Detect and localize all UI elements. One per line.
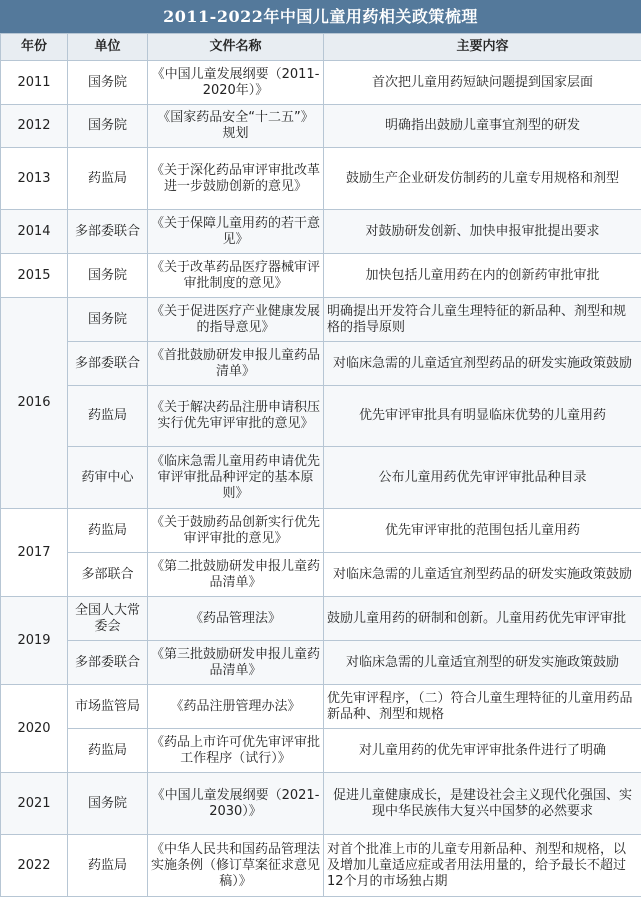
table-row (1, 61, 641, 105)
unit-cell: 多部联合 (68, 553, 148, 597)
document-cell: 《关于保障儿童用药的若干意见》 (148, 210, 324, 254)
content-cell: 对首个批准上市的儿童专用新品种、剂型和规格，以及增加儿童适应症或者用法用量的，给予最长不超过12个月的市场独占期 (324, 835, 641, 897)
unit-cell: 国务院 (68, 298, 148, 342)
document-cell: 《中国儿童发展纲要（2011-2020年）》 (148, 61, 324, 105)
year-cell: 2011 (1, 61, 68, 105)
table-row (1, 773, 641, 835)
unit-cell: 多部委联合 (68, 641, 148, 685)
year-cell: 2021 (1, 773, 68, 835)
unit-cell: 药监局 (68, 386, 148, 447)
year-cell: 2013 (1, 148, 68, 210)
document-cell: 《药品上市许可优先审评审批工作程序（试行）》 (148, 729, 324, 773)
header-content: 主要内容 (324, 34, 641, 61)
header-unit: 单位 (68, 34, 148, 61)
unit-cell: 药审中心 (68, 447, 148, 509)
header-document: 文件名称 (148, 34, 324, 61)
policy-table (0, 33, 641, 897)
table-row (1, 447, 641, 509)
document-cell: 《临床急需儿童用药申请优先审评审批品种评定的基本原则》 (148, 447, 324, 509)
content-cell: 公布儿童用药优先审评审批品种目录 (324, 447, 641, 509)
unit-cell: 全国人大常委会 (68, 597, 148, 641)
table-row (1, 342, 641, 386)
year-cell: 2016 (1, 298, 68, 509)
document-cell: 《中华人民共和国药品管理法实施条例（修订草案征求意见稿）》 (148, 835, 324, 897)
year-cell: 2014 (1, 210, 68, 254)
content-cell: 对儿童用药的优先审评审批条件进行了明确 (324, 729, 641, 773)
unit-cell: 国务院 (68, 105, 148, 148)
table-row (1, 553, 641, 597)
table-row (1, 641, 641, 685)
year-cell: 2017 (1, 509, 68, 597)
document-cell: 《首批鼓励研发申报儿童药品清单》 (148, 342, 324, 386)
content-cell: 优先审评审批具有明显临床优势的儿童用药 (324, 386, 641, 447)
header-year: 年份 (1, 34, 68, 61)
content-cell: 对临床急需的儿童适宜剂型药品的研发实施政策鼓励 (324, 553, 641, 597)
content-cell: 鼓励儿童用药的研制和创新。儿童用药优先审评审批 (324, 597, 641, 641)
document-cell: 《关于深化药品审评审批改革进一步鼓励创新的意见》 (148, 148, 324, 210)
document-cell: 《第二批鼓励研发申报儿童药品清单》 (148, 553, 324, 597)
unit-cell: 多部委联合 (68, 210, 148, 254)
year-cell: 2022 (1, 835, 68, 897)
document-cell: 《关于促进医疗产业健康发展的指导意见》 (148, 298, 324, 342)
table-row (1, 509, 641, 553)
content-cell: 首次把儿童用药短缺问题提到国家层面 (324, 61, 641, 105)
table-row (1, 254, 641, 298)
document-cell: 《关于鼓励药品创新实行优先审评审批的意见》 (148, 509, 324, 553)
content-cell: 明确指出鼓励儿童事宜剂型的研发 (324, 105, 641, 148)
table-title: 2011-2022年中国儿童用药相关政策梳理 (0, 0, 641, 33)
year-cell: 2019 (1, 597, 68, 685)
content-cell: 对临床急需的儿童适宜剂型药品的研发实施政策鼓励 (324, 342, 641, 386)
table-row (1, 729, 641, 773)
table-row (1, 210, 641, 254)
unit-cell: 药监局 (68, 729, 148, 773)
unit-cell: 国务院 (68, 254, 148, 298)
unit-cell: 药监局 (68, 835, 148, 897)
document-cell: 《关于解决药品注册申请积压实行优先审评审批的意见》 (148, 386, 324, 447)
table-row (1, 105, 641, 148)
table-row (1, 835, 641, 897)
content-cell: 明确提出开发符合儿童生理特征的新品种、剂型和规格的指导原则 (324, 298, 641, 342)
unit-cell: 国务院 (68, 773, 148, 835)
table-row (1, 386, 641, 447)
table-row (1, 597, 641, 641)
table-row (1, 148, 641, 210)
unit-cell: 药监局 (68, 148, 148, 210)
document-cell: 《中国儿童发展纲要（2021-2030）》 (148, 773, 324, 835)
unit-cell: 市场监管局 (68, 685, 148, 729)
unit-cell: 多部委联合 (68, 342, 148, 386)
content-cell: 对鼓励研发创新、加快申报审批提出要求 (324, 210, 641, 254)
document-cell: 《第三批鼓励研发申报儿童药品清单》 (148, 641, 324, 685)
year-cell: 2020 (1, 685, 68, 773)
content-cell: 优先审评程序，（二）符合儿童生理特征的儿童用药品新品种、剂型和规格 (324, 685, 641, 729)
table-row (1, 685, 641, 729)
document-cell: 《国家药品安全“十二五”》规划 (148, 105, 324, 148)
year-cell: 2015 (1, 254, 68, 298)
content-cell: 促进儿童健康成长，是建设社会主义现代化强国、实现中华民族伟大复兴中国梦的必然要求 (324, 773, 641, 835)
document-cell: 《药品管理法》 (148, 597, 324, 641)
unit-cell: 药监局 (68, 509, 148, 553)
content-cell: 优先审评审批的范围包括儿童用药 (324, 509, 641, 553)
header-row (1, 34, 641, 61)
content-cell: 对临床急需的儿童适宜剂型的研发实施政策鼓励 (324, 641, 641, 685)
content-cell: 鼓励生产企业研发仿制药的儿童专用规格和剂型 (324, 148, 641, 210)
document-cell: 《药品注册管理办法》 (148, 685, 324, 729)
table-row (1, 298, 641, 342)
year-cell: 2012 (1, 105, 68, 148)
unit-cell: 国务院 (68, 61, 148, 105)
content-cell: 加快包括儿童用药在内的创新药审批审批 (324, 254, 641, 298)
document-cell: 《关于改革药品医疗器械审评审批制度的意见》 (148, 254, 324, 298)
